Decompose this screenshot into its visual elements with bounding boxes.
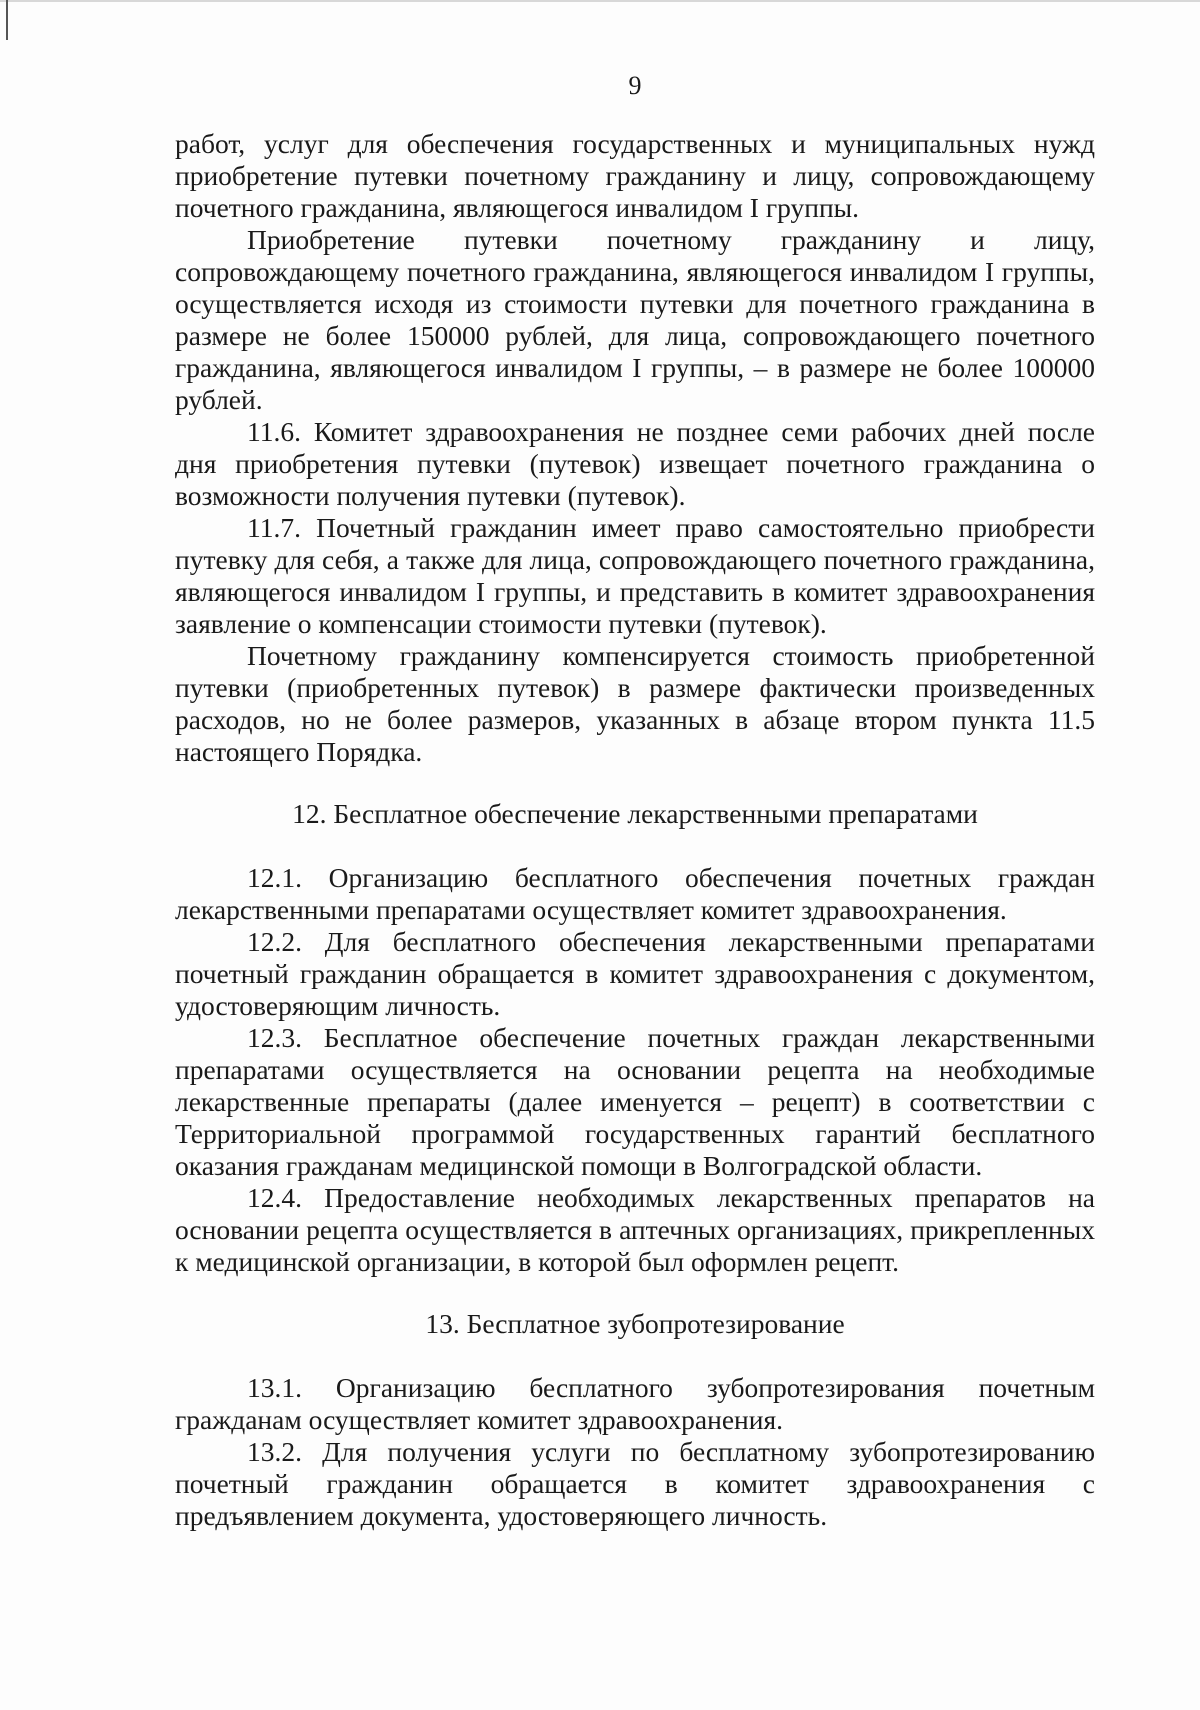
document-body [175, 128, 1095, 1532]
paragraph-13-1: 13.1. Организацию бесплатного зубопротезирования почетным гражданам осуществляет комитет здравоохранения. [175, 1372, 1095, 1435]
paragraph: Почетному гражданину компенсируется стоимость приобретенной путевки (приобретенных путевок) в размере фактически произведенных расходов, но не более размеров, указанных в абзаце втором пункта 11.5 настоящего Порядка. [175, 640, 1095, 767]
paragraph: Приобретение путевки почетному гражданину и лицу, сопровождающему почетного гражданина, являющегося инвалидом I группы, осуществляется исходя из стоимости путевки для почетного гражданина в размере не более 150000 рублей, для лица, сопровождающего почетного гражданина, являющегося инвалидом I группы, – в размере не более 100000 рублей. [175, 224, 1095, 415]
paragraph-12-2: 12.2. Для бесплатного обеспечения лекарственными препаратами почетный гражданин обращается в комитет здравоохранения с документом, удостоверяющим личность. [175, 926, 1095, 1021]
paragraph-12-1: 12.1. Организацию бесплатного обеспечения почетных граждан лекарственными препаратами осуществляет комитет здравоохранения. [175, 862, 1095, 925]
scan-edge-top [0, 0, 1200, 2]
section-13-title: 13. Бесплатное зубопротезирование [425, 1308, 845, 1339]
paragraph-12-3: 12.3. Бесплатное обеспечение почетных граждан лекарственными препаратами осуществляется на основании рецепта на необходимые лекарственные препараты (далее именуется – рецепт) в соответствии с Территориальной программой государственных гарантий бесплатного оказания гражданам медицинской помощи в Волгоградской области. [175, 1022, 1095, 1181]
paragraph-11-6: 11.6. Комитет здравоохранения не позднее семи рабочих дней после дня приобретения путевки (путевок) извещает почетного гражданина о возможности получения путевки (путевок). [175, 416, 1095, 511]
paragraph-continuation: работ, услуг для обеспечения государственных и муниципальных нужд приобретение путевки почетному гражданину и лицу, сопровождающему почетного гражданина, являющегося инвалидом I группы. [175, 128, 1095, 223]
scan-edge-left [6, 0, 8, 40]
paragraph-11-7: 11.7. Почетный гражданин имеет право самостоятельно приобрести путевку для себя, а также для лица, сопровождающего почетного гражданина, являющегося инвалидом I группы, и представить в комитет здравоохранения заявление о компенсации стоимости путевки (путевок). [175, 512, 1095, 639]
page-number: 9 [628, 71, 642, 100]
paragraph-13-2: 13.2. Для получения услуги по бесплатному зубопротезированию почетный гражданин обращается в комитет здравоохранения с предъявлением документа, удостоверяющего личность. [175, 1436, 1095, 1531]
section-12-title: 12. Бесплатное обеспечение лекарственными препаратами [292, 798, 978, 829]
paragraph-12-4: 12.4. Предоставление необходимых лекарственных препаратов на основании рецепта осуществляется в аптечных организациях, прикрепленных к медицинской организации, в которой был оформлен рецепт. [175, 1182, 1095, 1277]
